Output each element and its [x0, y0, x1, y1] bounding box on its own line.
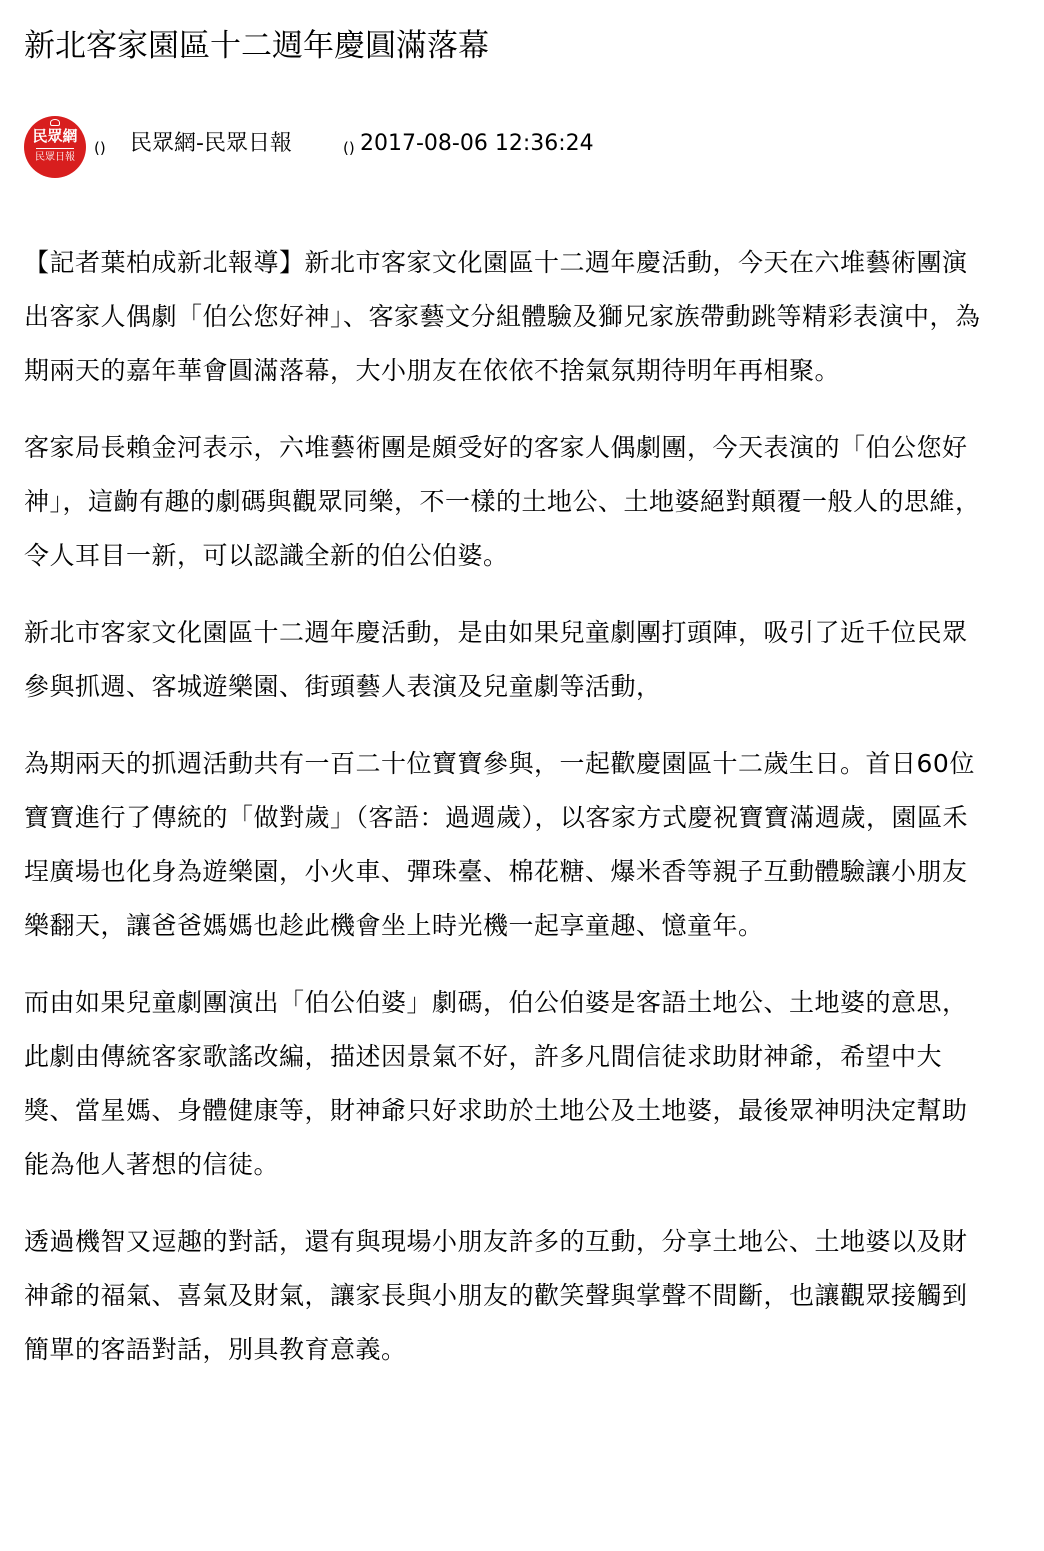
- meta-placeholder-1: (): [94, 139, 106, 157]
- logo-divider: [36, 148, 74, 149]
- article-paragraph: 而由如果兒童劇團演出「伯公伯婆」劇碼，伯公伯婆是客語土地公、土地婆的意思，此劇由傳統客家歌謠改編，描述因景氣不好，許多凡間信徒求助財神爺，希望中大獎、當星媽、身體健康等，財神爺只好求助於土地公及土地婆，最後眾神明決定幫助能為他人著想的信徒。: [24, 988, 968, 1179]
- article-body: [24, 236, 986, 1400]
- article-datetime: 2017-08-06 12:36:24: [360, 131, 594, 156]
- article-source[interactable]: 民眾網-民眾日報: [130, 131, 292, 156]
- article-paragraph: 客家局長賴金河表示，六堆藝術團是頗受好的客家人偶劇團，今天表演的「伯公您好神」，這齣有趣的劇碼與觀眾同樂，不一樣的土地公、土地婆絕對顛覆一般人的思維，令人耳目一新，可以認識全新的伯公伯婆。: [24, 433, 981, 570]
- article-paragraph: 為期兩天的抓週活動共有一百二十位寶寶參與，一起歡慶園區十二歲生日。首日60位寶寶進行了傳統的「做對歲」（客語：過週歲），以客家方式慶祝寶寶滿週歲，園區禾埕廣場也化身為遊樂園，小火車、彈珠臺、棉花糖、爆米香等親子互動體驗讓小朋友樂翻天，讓爸爸媽媽也趁此機會坐上時光機一起享童趣、憶童年。: [24, 749, 975, 940]
- publisher-logo: [24, 116, 86, 178]
- article-paragraph: 新北市客家文化園區十二週年慶活動，是由如果兒童劇團打頭陣，吸引了近千位民眾參與抓週、客城遊樂園、街頭藝人表演及兒童劇等活動，: [24, 618, 968, 701]
- logo-bottom-text: 民眾日報: [35, 152, 75, 163]
- article-meta: [24, 116, 1014, 178]
- article-title: 新北客家園區十二週年慶圓滿落幕: [24, 28, 489, 64]
- logo-top-text: 民眾網: [32, 127, 78, 145]
- article-paragraph: 【記者葉柏成新北報導】新北市客家文化園區十二週年慶活動，今天在六堆藝術團演出客家人偶劇「伯公您好神」、客家藝文分組體驗及獅兄家族帶動跳等精彩表演中，為期兩天的嘉年華會圓滿落幕，大小朋友在依依不捨氣氛期待明年再相聚。: [24, 248, 981, 385]
- meta-placeholder-2: (): [343, 139, 355, 157]
- logo-emblem-icon: [50, 119, 60, 126]
- article-paragraph: 透過機智又逗趣的對話，還有與現場小朋友許多的互動，分享土地公、土地婆以及財神爺的福氣、喜氣及財氣，讓家長與小朋友的歡笑聲與掌聲不間斷，也讓觀眾接觸到簡單的客語對話，別具教育意義。: [24, 1227, 968, 1364]
